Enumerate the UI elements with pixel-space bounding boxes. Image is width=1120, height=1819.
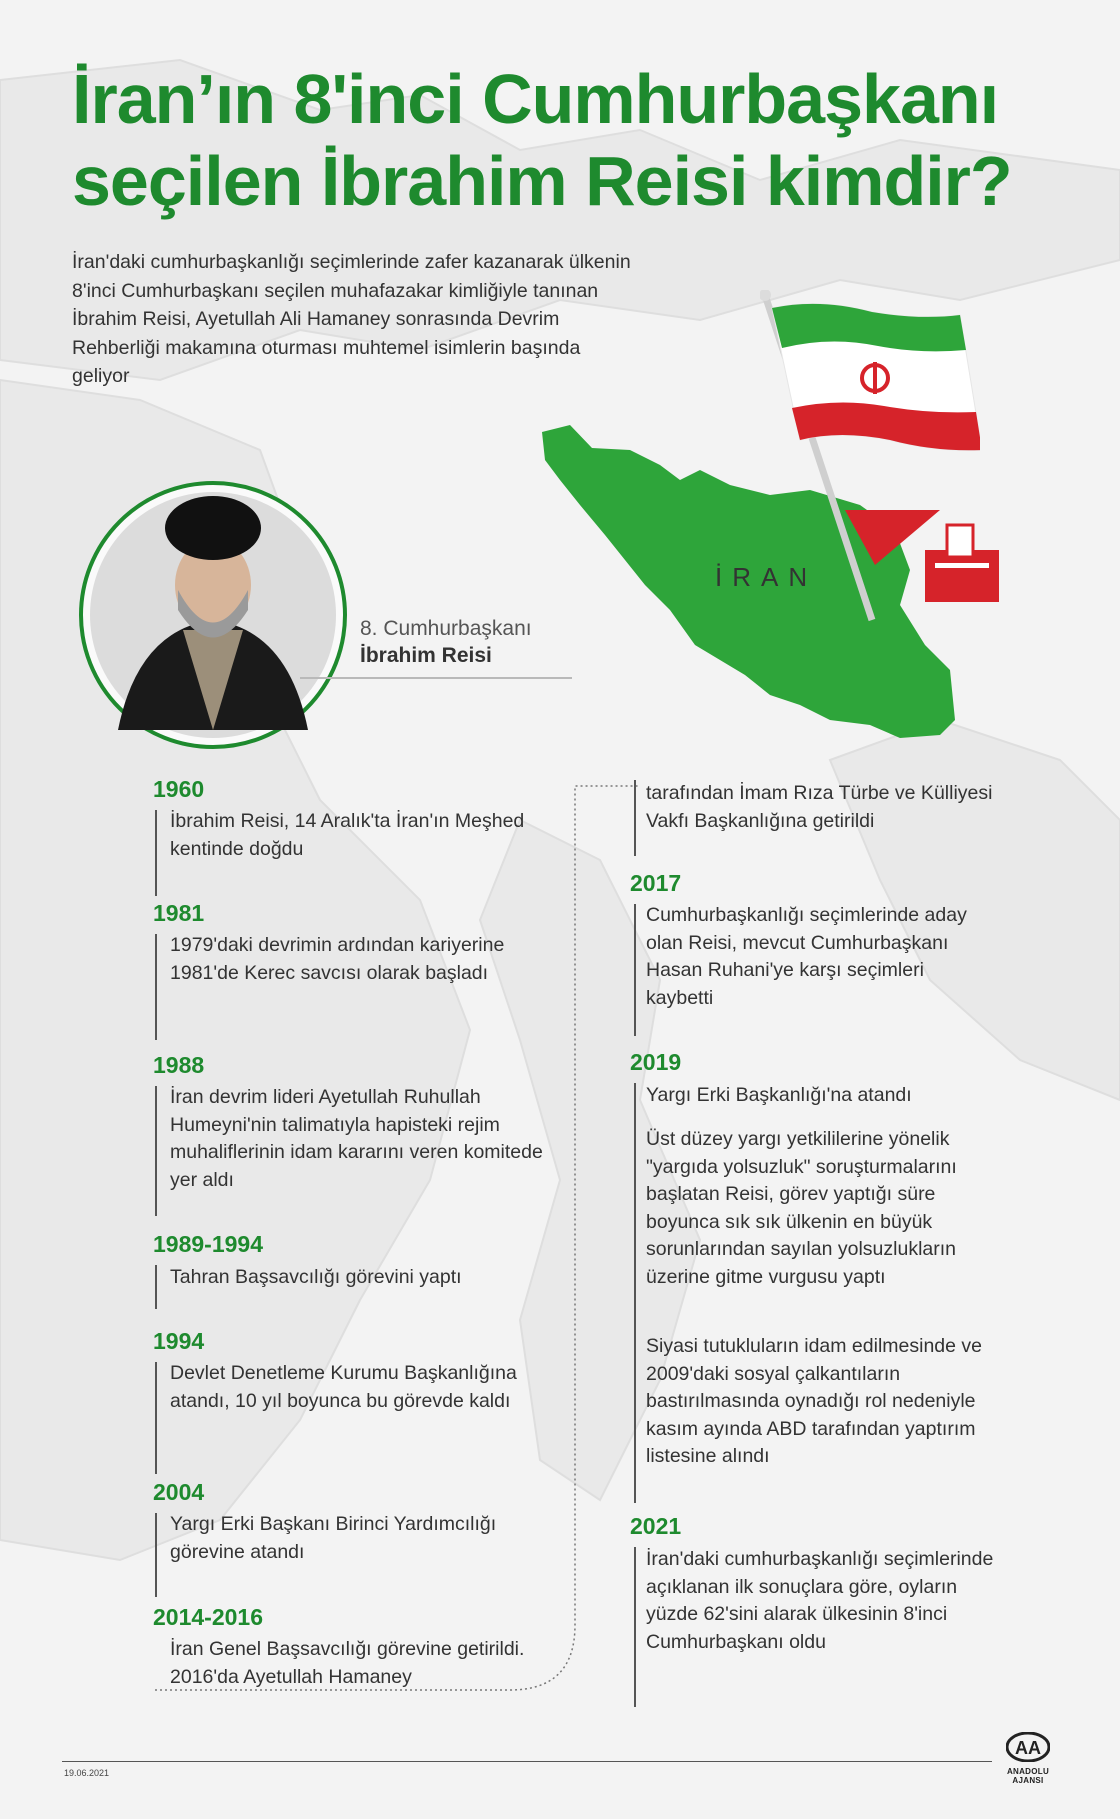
timeline-bar bbox=[155, 1362, 157, 1474]
timeline-bar bbox=[155, 1513, 157, 1597]
timeline-entry-2021: İran'daki cumhurbaşkanlığı seçimlerinde açıklanan ilk sonuçlara göre, oyların yüzde 62'sini alarak ülkesinin 8'inci Cumhurbaşkanı oldu bbox=[646, 1548, 994, 1653]
year-1989-1994: 1989-1994 bbox=[153, 1231, 263, 1257]
intro-paragraph: İran'daki cumhurbaşkanlığı seçimlerinde zafer kazanarak ülkenin 8'inci Cumhurbaşkanı seçilen muhafazakar kimliğiyle tanınan İbrahim Reisi, Ayetullah Ali Hamaney sonrasında Devrim Rehberliği makamına oturması muhtemel isimlerin başında geliyor bbox=[72, 251, 631, 387]
footer-date: 19.06.2021 bbox=[64, 1768, 110, 1778]
year-1960: 1960 bbox=[153, 776, 205, 802]
caption-rank: 8. Cumhurbaşkanı bbox=[360, 617, 532, 640]
timeline-entry-1989-1994: Tahran Başsavcılığı görevini yaptı bbox=[170, 1266, 462, 1288]
year-2004: 2004 bbox=[153, 1479, 205, 1505]
timeline-entry-2019-b: Üst düzey yargı yetkililerine yönelik "yargıda yolsuzluk" soruşturmalarını başlatan Reisi, görev yaptığı süre boyunca sık sık ülkenin en büyük sorunlarından sayılan yolsuzlukların üzerine gitme vurgusu yaptı bbox=[646, 1128, 957, 1288]
caption-name: İbrahim Reisi bbox=[360, 644, 492, 667]
year-2017: 2017 bbox=[630, 870, 682, 896]
logo-name: ANADOLU AJANSI bbox=[1006, 1767, 1050, 1785]
timeline-entry-1994: Devlet Denetleme Kurumu Başkanlığına atandı, 10 yıl boyunca bu görevde kaldı bbox=[170, 1362, 517, 1412]
logo-letters: AA bbox=[1015, 1738, 1041, 1758]
year-2019: 2019 bbox=[630, 1049, 682, 1075]
timeline-entry-2004: Yargı Erki Başkanı Birinci Yardımcılığı görevine atandı bbox=[170, 1513, 497, 1563]
timeline-entry-1960: İbrahim Reisi, 14 Aralık'ta İran'ın Meşhed kentinde doğdu bbox=[170, 810, 525, 860]
year-1994: 1994 bbox=[153, 1328, 205, 1354]
timeline-bar bbox=[634, 1547, 636, 1707]
footer-divider bbox=[62, 1761, 992, 1762]
year-2014-2016: 2014-2016 bbox=[153, 1604, 263, 1630]
timeline-bar bbox=[155, 934, 157, 1040]
timeline-bar bbox=[155, 1265, 157, 1309]
title-line-2: seçilen İbrahim Reisi kimdir? bbox=[72, 142, 1012, 220]
timeline-bar bbox=[155, 810, 157, 896]
timeline-bar bbox=[155, 1086, 157, 1216]
year-2021: 2021 bbox=[630, 1513, 682, 1539]
timeline-entry-2019-c: Siyasi tutukluların idam edilmesinde ve 2009'daki sosyal çalkantıların bastırılmasında oynadığı rol nedeniyle kasım ayında ABD tarafından yaptırım listesine alındı bbox=[646, 1335, 982, 1467]
timeline-entry-1988: İran devrim lideri Ayetullah Ruhullah Humeyni'nin talimatıyla hapisteki rejim muhaliflerinin idam kararını veren komitede yer aldı bbox=[170, 1086, 543, 1191]
timeline-entry-2017: Cumhurbaşkanlığı seçimlerinde aday olan Reisi, mevcut Cumhurbaşkanı Hasan Ruhani'ye karşı seçimleri kaybetti bbox=[646, 904, 967, 1009]
timeline-bar bbox=[634, 780, 636, 856]
year-1988: 1988 bbox=[153, 1052, 205, 1078]
title-line-1: İran’ın 8'inci Cumhurbaşkanı bbox=[72, 60, 999, 138]
map-label-iran: İRAN bbox=[715, 562, 818, 592]
timeline-entry-continuation: tarafından İmam Rıza Türbe ve Külliyesi Vakfı Başkanlığına getirildi bbox=[646, 782, 993, 832]
timeline-bar bbox=[634, 904, 636, 1036]
year-1981: 1981 bbox=[153, 900, 205, 926]
timeline-entry-2019-a: Yargı Erki Başkanlığı'na atandı bbox=[646, 1084, 912, 1106]
timeline-entry-1981: 1979'daki devrimin ardından kariyerine 1981'de Kerec savcısı olarak başladı bbox=[170, 934, 505, 984]
anadolu-logo bbox=[993, 1732, 1063, 1785]
aa-logo-icon bbox=[1006, 1732, 1050, 1762]
timeline-entry-2014-2016: İran Genel Başsavcılığı görevine getirildi. 2016'da Ayetullah Hamaney bbox=[170, 1638, 525, 1688]
timeline-bar bbox=[634, 1083, 636, 1503]
